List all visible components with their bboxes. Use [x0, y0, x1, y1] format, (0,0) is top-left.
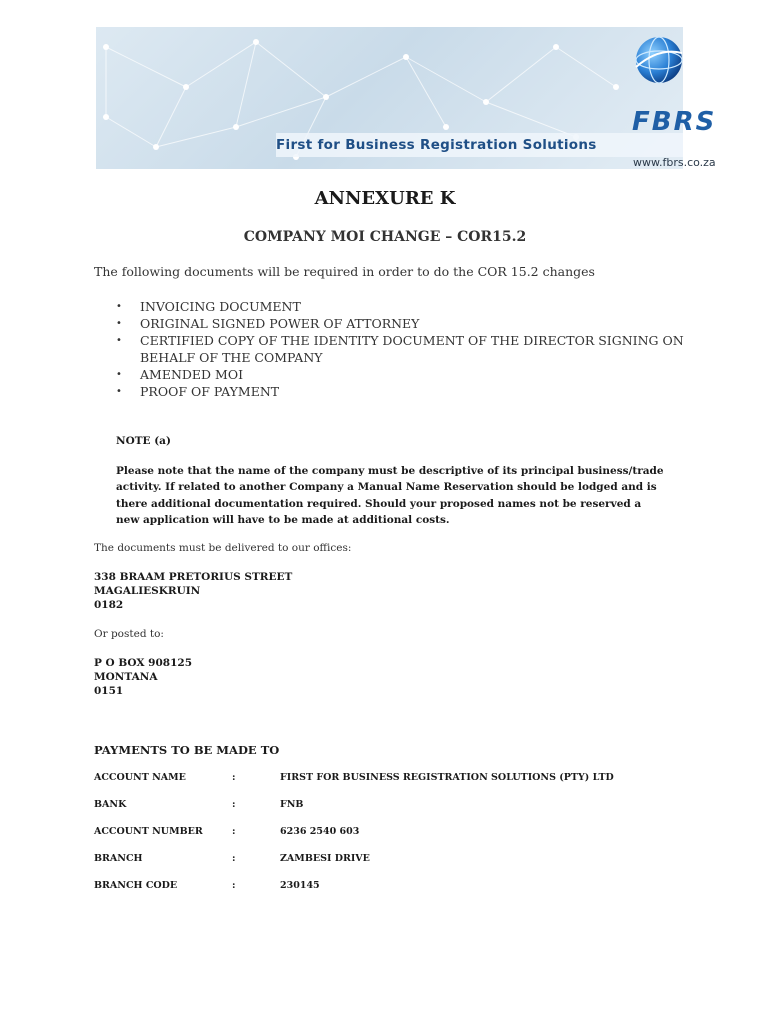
globe-logo-icon [634, 35, 684, 85]
payment-label: BRANCH [94, 853, 143, 864]
bullet-icon: • [116, 369, 122, 380]
payment-separator: : [232, 880, 236, 891]
postal-address [94, 656, 192, 698]
note-line: activity. If related to another Company a Manual Name Reservation should be lodged and is [116, 481, 657, 494]
note-line: Please note that the name of the company must be descriptive of its principal business/trade [116, 465, 664, 477]
address-line: MAGALIESKRUIN [94, 585, 201, 597]
posted-text: Or posted to: [94, 628, 164, 640]
payment-separator: : [232, 772, 236, 783]
payment-separator: : [232, 853, 236, 864]
payment-label: ACCOUNT NAME [94, 772, 186, 783]
list-item: • CERTIFIED COPY OF THE IDENTITY DOCUMENT OF THE DIRECTOR SIGNING ON BEHALF OF THE COMPANY [116, 333, 684, 365]
table-row [94, 880, 694, 907]
list-item: • AMENDED MOI [116, 367, 244, 382]
table-row [94, 853, 694, 880]
address-line: 0182 [94, 599, 124, 611]
payment-value: ZAMBESI DRIVE [280, 853, 370, 864]
payment-value: 230145 [280, 880, 320, 891]
address-line: P O BOX 908125 [94, 657, 193, 669]
address-line: 338 BRAAM PRETORIUS STREET [94, 571, 293, 583]
payment-value: 6236 2540 603 [280, 826, 360, 837]
payment-value: FIRST FOR BUSINESS REGISTRATION SOLUTIONS (PTY) LTD [280, 772, 614, 783]
note-line: there additional documentation required. Should your proposed names not be reserved a [116, 497, 642, 510]
list-item: • ORIGINAL SIGNED POWER OF ATTORNEY [116, 316, 420, 331]
list-item: • INVOICING DOCUMENT [116, 299, 301, 314]
payment-details-table [94, 772, 694, 907]
office-address [94, 570, 292, 612]
payment-label: BRANCH CODE [94, 880, 178, 891]
header-banner [96, 27, 717, 169]
bullet-icon: • [116, 318, 122, 329]
brand-tagline: First for Business Registration Solutions [276, 137, 597, 153]
payment-label: ACCOUNT NUMBER [94, 826, 203, 837]
website-url: www.fbrs.co.za [633, 156, 716, 169]
required-documents-list [113, 298, 693, 400]
delivery-text: The documents must be delivered to our offices: [94, 542, 352, 554]
list-item: • PROOF OF PAYMENT [116, 384, 280, 399]
bullet-icon: • [116, 301, 122, 312]
address-line: MONTANA [94, 671, 158, 683]
payment-separator: : [232, 826, 236, 837]
bullet-icon: • [116, 386, 122, 397]
bullet-icon: • [116, 335, 122, 346]
payment-separator: : [232, 799, 236, 810]
table-row [94, 799, 694, 826]
brand-logo-text: FBRS [632, 107, 717, 137]
payments-heading: PAYMENTS TO BE MADE TO [94, 743, 280, 757]
note-heading: NOTE (a) [116, 435, 171, 447]
table-row [94, 772, 694, 799]
document-title: ANNEXURE K [314, 188, 456, 209]
table-row [94, 826, 694, 853]
intro-text: The following documents will be required in order to do the COR 15.2 changes [94, 264, 595, 279]
note-body [116, 463, 676, 528]
address-line: 0151 [94, 685, 124, 697]
document-subtitle: COMPANY MOI CHANGE – COR15.2 [243, 229, 527, 245]
note-line: new application will have to be made at additional costs. [116, 513, 450, 526]
payment-value: FNB [280, 799, 304, 810]
payment-label: BANK [94, 799, 127, 810]
